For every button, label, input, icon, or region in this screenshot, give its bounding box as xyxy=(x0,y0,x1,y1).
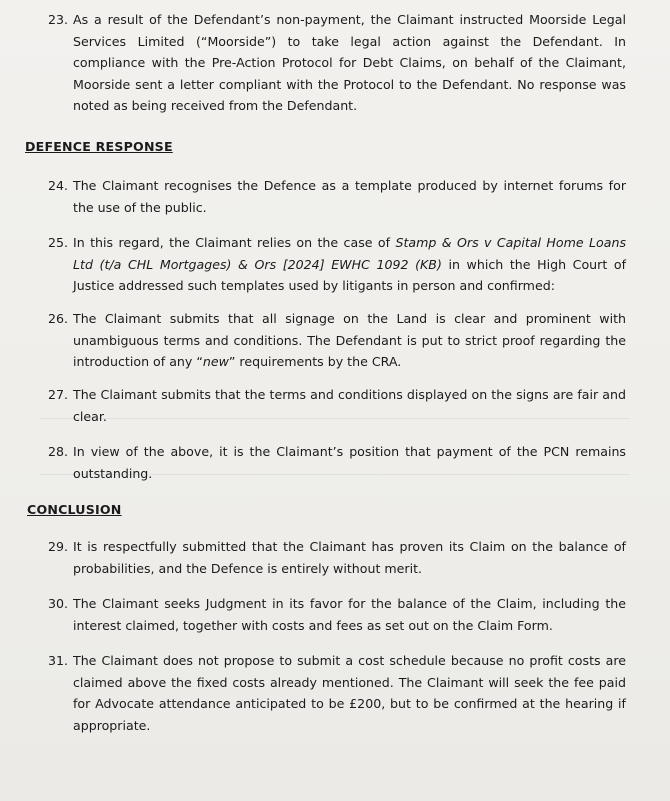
heading-conclusion: CONCLUSION xyxy=(27,502,122,517)
paragraph-31 xyxy=(48,650,626,736)
text-segment: ” requirements by the CRA. xyxy=(228,354,402,369)
paragraph-26 xyxy=(48,308,626,373)
paragraph-number: 23. xyxy=(48,12,69,27)
paragraph-number: 30. xyxy=(48,596,69,611)
paragraph-28 xyxy=(48,441,626,484)
paragraph-number: 29. xyxy=(48,539,69,554)
paragraph-text: As a result of the Defendant’s non-payment, the Claimant instructed Moorside Legal Services Limited (“Moorside”) to take legal action against the Defendant. In compliance with the Pre-Action Protocol for Debt Claims, on behalf of the Claimant, Moorside sent a letter compliant with the Protocol to the Defendant. No response was noted as being received from the Defendant. xyxy=(73,12,626,113)
paragraph-23 xyxy=(48,9,626,117)
paragraph-text: In view of the above, it is the Claimant’s position that payment of the PCN remains outstanding. xyxy=(73,444,626,481)
emphasis: new xyxy=(202,354,229,369)
paragraph-24 xyxy=(48,175,626,218)
paragraph-number: 24. xyxy=(48,178,69,193)
paragraph-text: The Claimant submits that the terms and conditions displayed on the signs are fair and clear. xyxy=(73,387,626,424)
paragraph-25 xyxy=(48,232,626,297)
paragraph-number: 27. xyxy=(48,387,69,402)
heading-defence-response: DEFENCE RESPONSE xyxy=(25,139,173,154)
paragraph-text: The Claimant recognises the Defence as a template produced by internet forums for the use of the public. xyxy=(73,178,626,215)
paragraph-number: 26. xyxy=(48,311,69,326)
text-segment: in which the High Court of Justice addressed such templates used by litigants in person and confirmed: xyxy=(73,256,626,293)
text-segment: The Claimant submits that all signage on the Land is clear and prominent with unambiguous terms and conditions. The Defendant is put to strict proof regarding the introduction of any “ xyxy=(73,311,626,369)
paragraph-text xyxy=(73,308,626,373)
paragraph-text xyxy=(73,232,626,297)
paragraph-text: It is respectfully submitted that the Claimant has proven its Claim on the balance of probabilities, and the Defence is entirely without merit. xyxy=(73,539,626,576)
paragraph-number: 28. xyxy=(48,444,69,459)
case-citation: Stamp & Ors v Capital Home Loans Ltd (t/a CHL Mortgages) & Ors [2024] EWHC 1092 (KB) xyxy=(73,235,627,272)
paragraph-30 xyxy=(48,593,626,636)
paragraph-text: The Claimant does not propose to submit a cost schedule because no profit costs are claimed above the fixed costs already mentioned. The Claimant will seek the fee paid for Advocate attendance anticipated to be £200, but to be confirmed at the hearing if appropriate. xyxy=(73,653,626,733)
paragraph-27 xyxy=(48,384,626,427)
paragraph-number: 25. xyxy=(48,235,69,250)
text-segment: In this regard, the Claimant relies on the case of xyxy=(73,235,396,250)
paragraph-text: The Claimant seeks Judgment in its favor for the balance of the Claim, including the interest claimed, together with costs and fees as set out on the Claim Form. xyxy=(73,596,626,633)
paragraph-number: 31. xyxy=(48,653,69,668)
paragraph-29 xyxy=(48,536,626,579)
